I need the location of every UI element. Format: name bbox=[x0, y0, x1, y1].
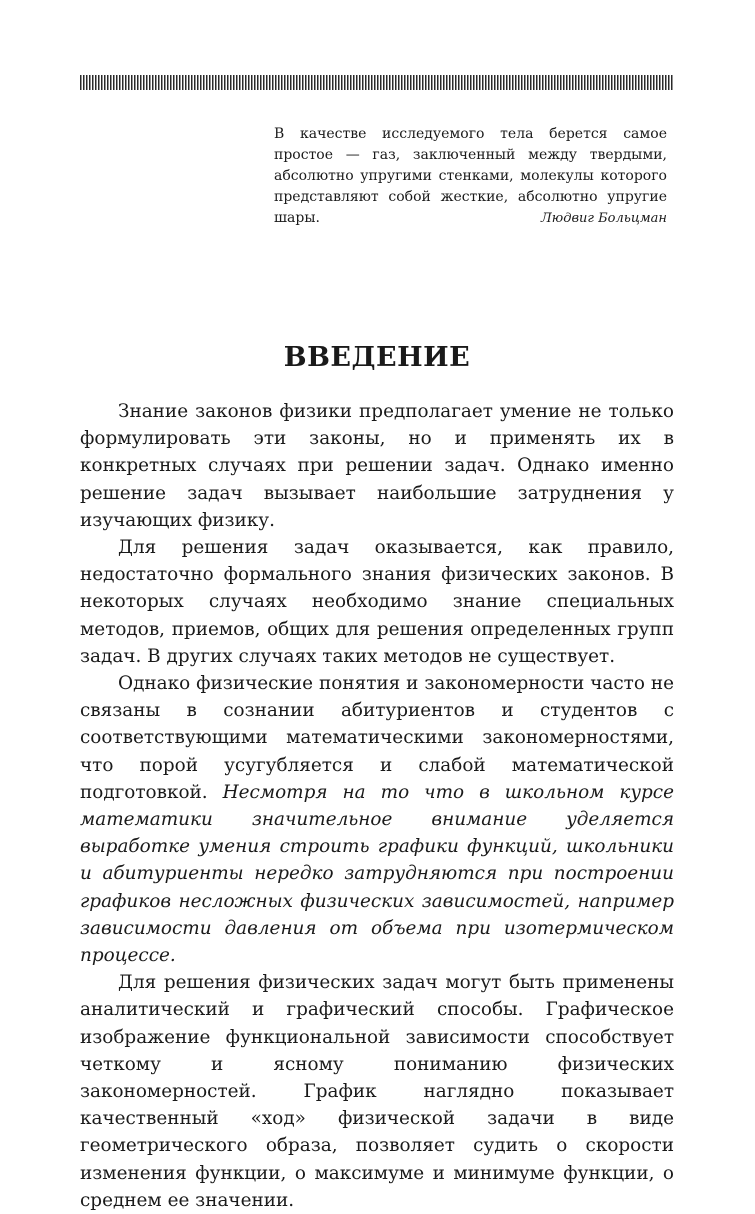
paragraph-4: Для решения физических задач могут быть применены аналитический и графический способы. Графическое изображение функциональной зависимости способствует четкому и ясному пониманию физических закономерностей. График наглядно показывает качественный «ход» физической задачи в виде геометрического образа, позволяет судить о скорости изменения функции, о максимуме и минимуме функции, о среднем ее значении. bbox=[80, 972, 674, 1211]
paragraph-3-regular: Однако физические понятия и закономерности часто не связаны в сознании абитуриентов и студентов с соответствующими математическими закономерностями, что порой усугубляется и слабой математической подготовкой. bbox=[80, 673, 674, 803]
paragraph-3 bbox=[80, 670, 674, 969]
body-text bbox=[80, 398, 674, 1214]
paragraph-2: Для решения задач оказывается, как правило, недостаточно формального знания физических законов. В некоторых случаях необходимо знание специальных методов, приемов, общих для решения определенных групп задач. В других случаях таких методов не существует. bbox=[80, 537, 674, 667]
top-decorative-rule bbox=[80, 75, 674, 90]
epigraph-text: В качестве исследуемого тела берется самое простое — газ, заключенный между твердыми, абсолютно упругими стенками, молекулы которого представляют собой жесткие, абсолютно упругие шары. bbox=[274, 126, 667, 226]
epigraph-author: Людвиг Больцман bbox=[540, 211, 667, 226]
paragraph-3-italic: Несмотря на то что в школьном курсе математики значительное внимание уделяется выработке умения строить графики функций, школьники и абитуриенты нередко затрудняются при построении графиков несложных физических зависимостей, например зависимости давления от объема при изотермическом процессе. bbox=[80, 781, 674, 967]
paragraph-1: Знание законов физики предполагает умение не только формулировать эти законы, но и применять их в конкретных случаях при решении задач. Однако именно решение задач вызывает наибольшие затруднения у изучающих физику. bbox=[80, 401, 674, 531]
chapter-title: ВВЕДЕНИЕ bbox=[283, 342, 471, 374]
